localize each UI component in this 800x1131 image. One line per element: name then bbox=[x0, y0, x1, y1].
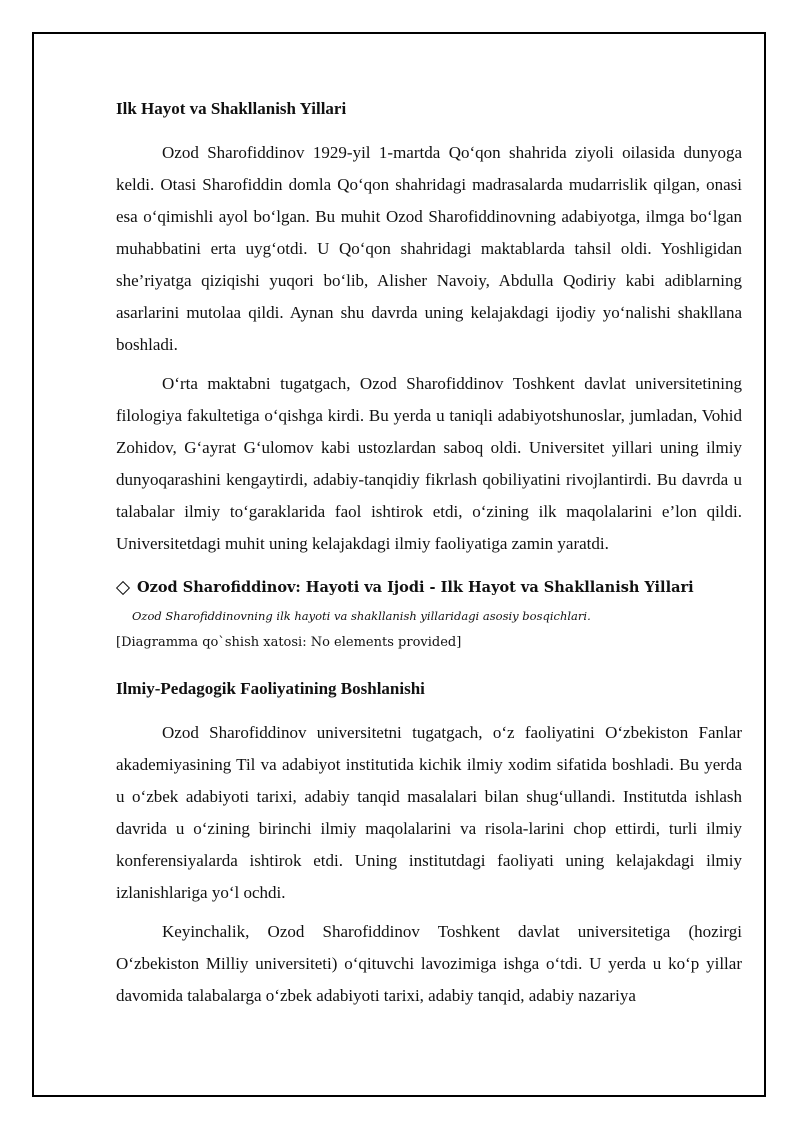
section-heading-early-life: Ilk Hayot va Shakllanish Yillari bbox=[116, 99, 347, 118]
diamond-icon bbox=[116, 581, 130, 595]
paragraph: Ozod Sharofiddinov 1929-yil 1-martda Qo‘qon shahrida ziyoli oilasida dunyoga keldi. Otasi Sharofiddin domla Qo‘qon shahridagi madrasalarda mudarrislik qilgan, onasi esa o‘qimishli ayol bo‘lgan. Bu muhit Ozod Sharofiddinovning adabiyotga, ilmga bo‘lgan muhabbatini erta uyg‘otdi. U Qo‘qon shahridagi maktablarda tahsil oldi. Yoshligidan she’riyatga qiziqishi yuqori bo‘lib, Alisher Navoiy, Abdulla Qodiriy kabi adiblarning asarlarini mutolaa qildi. Aynan shu davrda uning kelajakdagi ijodiy yo‘nalishi shakllana boshladi. bbox=[116, 143, 742, 354]
paragraph: Keyinchalik, Ozod Sharofiddinov Toshkent davlat universitetiga (hozirgi O‘zbekiston Milliy universiteti) o‘qituvchi lavozimiga ishga o‘tdi. U yerda u ko‘p yillar davomida talabalarga o‘zbek adabiyoti tarixi, adabiy tanqid, adabiy nazariya bbox=[116, 922, 742, 1005]
diagram-title-text: Ozod Sharofiddinov: Hayoti va Ijodi - Ilk Hayot va Shakllanish Yillari bbox=[137, 579, 694, 596]
diagram-title bbox=[114, 578, 742, 598]
paragraph: O‘rta maktabni tugatgach, Ozod Sharofiddinov Toshkent davlat universitetining filologiya fakultetiga o‘qishga kirdi. Bu yerda u taniqli adabiyotshunoslar, jumladan, Vohid Zohidov, G‘ayrat G‘ulomov kabi ustozlardan saboq oldi. Universitet yillari uning ilmiy dunyoqarashini kengaytirdi, adabiy-tanqidiy fikrlash qobiliyatini rivojlantirdi. Bu davrda u talabalar ilmiy to‘garaklarida faol ishtirok etdi, o‘zining ilk maqolalarini e’lon qildi. Universitetdagi muhit uning kelajakdagi ilmiy faoliyatiga zamin yaratdi. bbox=[116, 374, 742, 553]
diagram-placeholder bbox=[116, 578, 742, 652]
section-heading-scientific-activity: Ilmiy-Pedagogik Faoliyatining Boshlanishi bbox=[116, 679, 425, 698]
document-body bbox=[116, 98, 742, 1019]
paragraph: Ozod Sharofiddinov universitetni tugatgach, o‘z faoliyatini O‘zbekiston Fanlar akademiyasining Til va adabiyot institutida kichik ilmiy xodim sifatida boshladi. Bu yerda u o‘zbek adabiyoti tarixi, adabiy tanqid masalalari bilan shug‘ullandi. Institutda ishlash davrida u o‘zining birinchi ilmiy maqolalarini va risola-larini chop ettirdi, turli ilmiy konferensiyalarda ishtirok etdi. Uning institutdagi faoliyati uning kelajakdagi ilmiy izlanishlariga yo‘l ochdi. bbox=[116, 723, 742, 902]
diagram-error-message: [Diagramma qo`shish xatosi: No elements provided] bbox=[116, 635, 462, 650]
diagram-subtitle: Ozod Sharofiddinovning ilk hayoti va shakllanish yillaridagi asosiy bosqichlari. bbox=[132, 609, 591, 623]
